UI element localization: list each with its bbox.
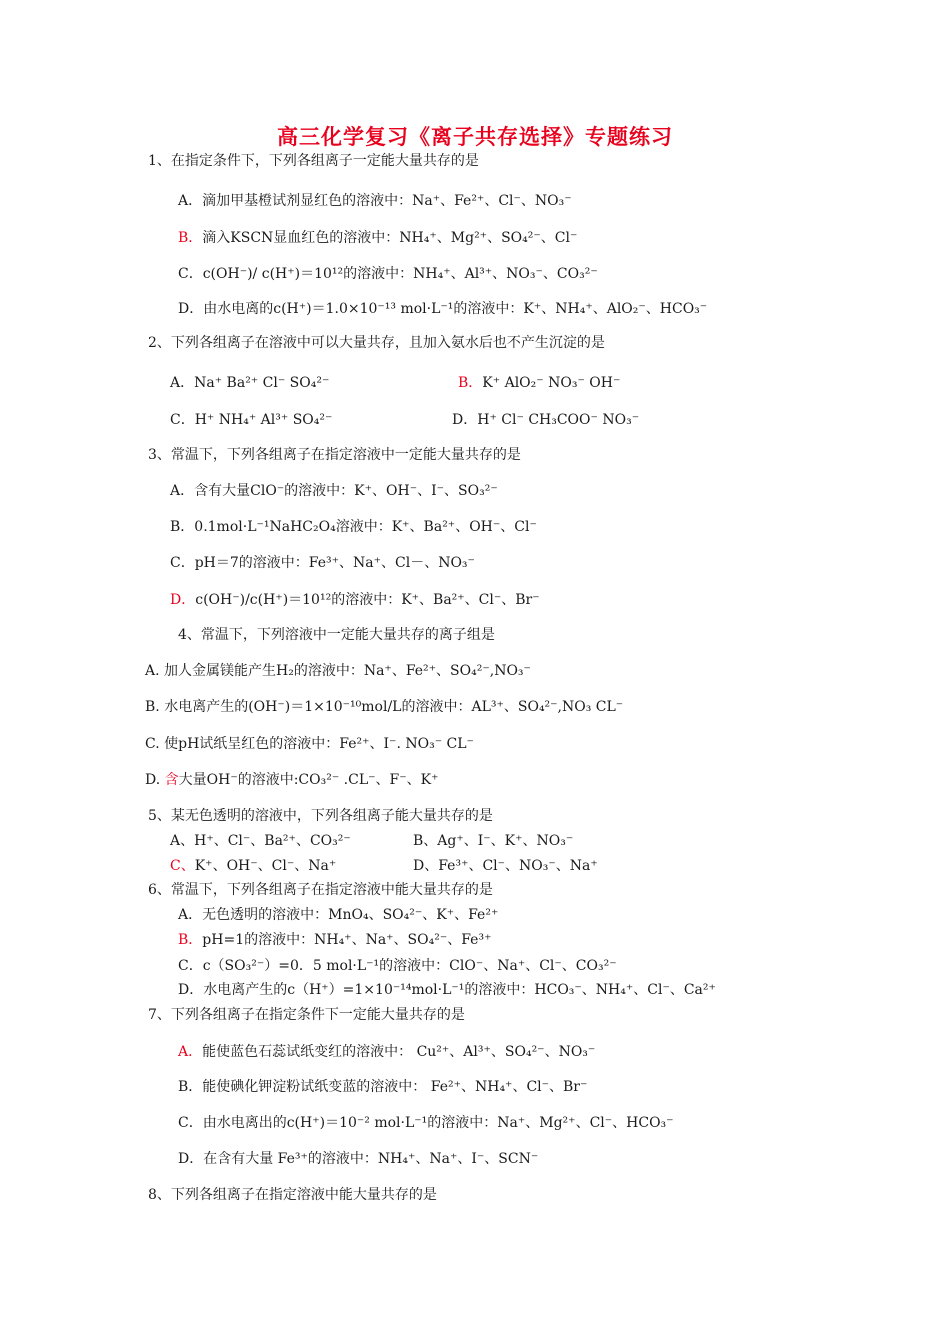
option-letter: C. bbox=[145, 736, 165, 752]
text-line bbox=[148, 333, 605, 353]
option-letter: B． bbox=[178, 932, 203, 948]
text-line bbox=[178, 1113, 674, 1133]
text-line bbox=[148, 1005, 465, 1025]
option-letter: D. bbox=[145, 772, 165, 788]
option-letter: B、 bbox=[413, 833, 438, 849]
text-line bbox=[178, 264, 598, 284]
text-line bbox=[458, 373, 620, 393]
text-line bbox=[170, 590, 540, 610]
text-line bbox=[148, 151, 479, 171]
text-line bbox=[178, 1042, 595, 1062]
text-line bbox=[178, 625, 495, 645]
text-line bbox=[413, 856, 598, 876]
text-line bbox=[178, 1149, 538, 1169]
text-line bbox=[148, 1185, 437, 1205]
option-letter: B． bbox=[178, 230, 203, 246]
text-line bbox=[178, 1077, 587, 1097]
text-line bbox=[178, 191, 572, 211]
line-text: 加人金属镁能产生H₂的溶液中：Na⁺、Fe²⁺、SO₄²⁻,NO₃⁻ bbox=[164, 663, 531, 679]
option-letter: A、 bbox=[170, 833, 195, 849]
line-text: 3、常温下，下列各组离子在指定溶液中一定能大量共存的是 bbox=[148, 447, 521, 463]
option-letter: B． bbox=[458, 375, 483, 391]
line-text: 滴入KSCN显血红色的溶液中：NH₄⁺、Mg²⁺、SO₄²⁻、Cl⁻ bbox=[202, 230, 578, 246]
line-text: 5、某无色透明的溶液中，下列各组离子能大量共存的是 bbox=[148, 808, 493, 824]
option-letter: A． bbox=[178, 1044, 203, 1060]
line-text: c(OH⁻)/ c(H⁺)＝10¹²的溶液中：NH₄⁺、Al³⁺、NO₃⁻、CO₃²⁻ bbox=[202, 266, 598, 282]
text-line bbox=[170, 553, 475, 573]
option-letter: C、 bbox=[170, 858, 195, 874]
line-text: 水电离产生的c（H⁺）=1×10⁻¹⁴mol·L⁻¹的溶液中：HCO₃⁻、NH₄⁺、Cl⁻、Ca²⁺ bbox=[203, 982, 716, 998]
text-line bbox=[178, 228, 577, 248]
line-text: 能使碘化钾淀粉试纸变蓝的溶液中： Fe²⁺、NH₄⁺、Cl⁻、Br⁻ bbox=[202, 1079, 588, 1095]
option-letter: C． bbox=[178, 266, 203, 282]
option-letter: A． bbox=[170, 375, 195, 391]
line-text: 无色透明的溶液中：MnO₄、SO₄²⁻、K⁺、Fe²⁺ bbox=[202, 907, 499, 923]
line-text: H⁺、Cl⁻、Ba²⁺、CO₃²⁻ bbox=[194, 833, 351, 849]
text-line bbox=[178, 956, 617, 976]
text-line bbox=[170, 831, 351, 851]
text-line bbox=[170, 517, 537, 537]
line-text: 由水电离出的c(H⁺)＝10⁻² mol·L⁻¹的溶液中：Na⁺、Mg²⁺、Cl⁻、HCO₃⁻ bbox=[202, 1115, 674, 1131]
line-text: 7、下列各组离子在指定条件下一定能大量共存的是 bbox=[148, 1007, 465, 1023]
option-letter: C． bbox=[178, 1115, 203, 1131]
text-line bbox=[145, 770, 439, 790]
line-text: pH=1的溶液中：NH₄⁺、Na⁺、SO₄²⁻、Fe³⁺ bbox=[202, 932, 492, 948]
option-letter: C． bbox=[170, 555, 195, 571]
line-text: K⁺ AlO₂⁻ NO₃⁻ OH⁻ bbox=[482, 375, 621, 391]
line-text: 滴加甲基橙试剂显红色的溶液中：Na⁺、Fe²⁺、Cl⁻、NO₃⁻ bbox=[202, 193, 572, 209]
line-text: 能使蓝色石蕊试纸变红的溶液中： Cu²⁺、Al³⁺、SO₄²⁻、NO₃⁻ bbox=[202, 1044, 596, 1060]
option-letter: 含 bbox=[164, 772, 179, 788]
line-text: 大量OH⁻的溶液中:CO₃²⁻ .CL⁻、F⁻、K⁺ bbox=[178, 772, 439, 788]
text-line bbox=[170, 481, 498, 501]
option-letter: A． bbox=[178, 193, 203, 209]
line-text: 6、常温下，下列各组离子在指定溶液中能大量共存的是 bbox=[148, 882, 493, 898]
text-line bbox=[178, 980, 716, 1000]
line-text: 1、在指定条件下，下列各组离子一定能大量共存的是 bbox=[148, 153, 479, 169]
line-text: 4、常温下，下列溶液中一定能大量共存的离子组是 bbox=[178, 627, 495, 643]
option-letter: D． bbox=[452, 412, 478, 428]
line-text: 使pH试纸呈红色的溶液中：Fe²⁺、I⁻. NO₃⁻ CL⁻ bbox=[164, 736, 474, 752]
option-letter: D、 bbox=[413, 858, 439, 874]
line-text: 含有大量ClO⁻的溶液中：K⁺、OH⁻、I⁻、SO₃²⁻ bbox=[194, 483, 498, 499]
line-text: pH＝7的溶液中：Fe³⁺、Na⁺、Cl－、NO₃⁻ bbox=[194, 555, 475, 571]
line-text: Na⁺ Ba²⁺ Cl⁻ SO₄²⁻ bbox=[194, 375, 330, 391]
text-line bbox=[452, 410, 639, 430]
option-letter: C． bbox=[170, 412, 195, 428]
text-line bbox=[178, 299, 707, 319]
option-letter: B． bbox=[178, 1079, 203, 1095]
line-text: 2、下列各组离子在溶液中可以大量共存，且加入氨水后也不产生沉淀的是 bbox=[148, 335, 605, 351]
option-letter: D． bbox=[178, 982, 204, 998]
text-line bbox=[178, 930, 491, 950]
text-line bbox=[145, 734, 474, 754]
text-line bbox=[170, 410, 332, 430]
option-letter: A. bbox=[145, 663, 165, 679]
line-text: 8、下列各组离子在指定溶液中能大量共存的是 bbox=[148, 1187, 437, 1203]
option-letter: D． bbox=[178, 1151, 204, 1167]
line-text: K⁺、OH⁻、Cl⁻、Na⁺ bbox=[194, 858, 337, 874]
option-letter: B. bbox=[145, 699, 165, 715]
page-title: 高三化学复习《离子共存选择》专题练习 bbox=[277, 125, 673, 149]
text-line bbox=[170, 856, 336, 876]
text-line bbox=[148, 806, 493, 826]
text-line bbox=[148, 880, 493, 900]
text-line bbox=[148, 445, 521, 465]
text-line bbox=[413, 831, 573, 851]
line-text: 由水电离的c(H⁺)＝1.0×10⁻¹³ mol·L⁻¹的溶液中：K⁺、NH₄⁺、AlO₂⁻、HCO₃⁻ bbox=[203, 301, 708, 317]
line-text: Fe³⁺、Cl⁻、NO₃⁻、Na⁺ bbox=[438, 858, 598, 874]
option-letter: D． bbox=[178, 301, 204, 317]
line-text: c(OH⁻)/c(H⁺)＝10¹²的溶液中：K⁺、Ba²⁺、Cl⁻、Br⁻ bbox=[195, 592, 540, 608]
text-line bbox=[145, 697, 623, 717]
line-text: 水电离产生的(OH⁻)＝1×10⁻¹⁰mol/L的溶液中：AL³⁺、SO₄²⁻,NO₃ CL⁻ bbox=[164, 699, 624, 715]
line-text: H⁺ Cl⁻ CH₃COO⁻ NO₃⁻ bbox=[477, 412, 640, 428]
option-letter: A． bbox=[170, 483, 195, 499]
option-letter: D． bbox=[170, 592, 196, 608]
text-line bbox=[170, 373, 329, 393]
line-text: 0.1mol·L⁻¹NaHC₂O₄溶液中：K⁺、Ba²⁺、OH⁻、Cl⁻ bbox=[194, 519, 537, 535]
option-letter: B． bbox=[170, 519, 195, 535]
line-text: H⁺ NH₄⁺ Al³⁺ SO₄²⁻ bbox=[194, 412, 333, 428]
option-letter: A． bbox=[178, 907, 203, 923]
line-text: 在含有大量 Fe³⁺的溶液中：NH₄⁺、Na⁺、I⁻、SCN⁻ bbox=[203, 1151, 539, 1167]
line-text: Ag⁺、I⁻、K⁺、NO₃⁻ bbox=[437, 833, 574, 849]
line-text: c（SO₃²⁻）=0．5 mol·L⁻¹的溶液中：ClO⁻、Na⁺、Cl⁻、CO₃²⁻ bbox=[202, 958, 617, 974]
option-letter: C． bbox=[178, 958, 203, 974]
text-line bbox=[145, 661, 531, 681]
text-line bbox=[178, 905, 498, 925]
